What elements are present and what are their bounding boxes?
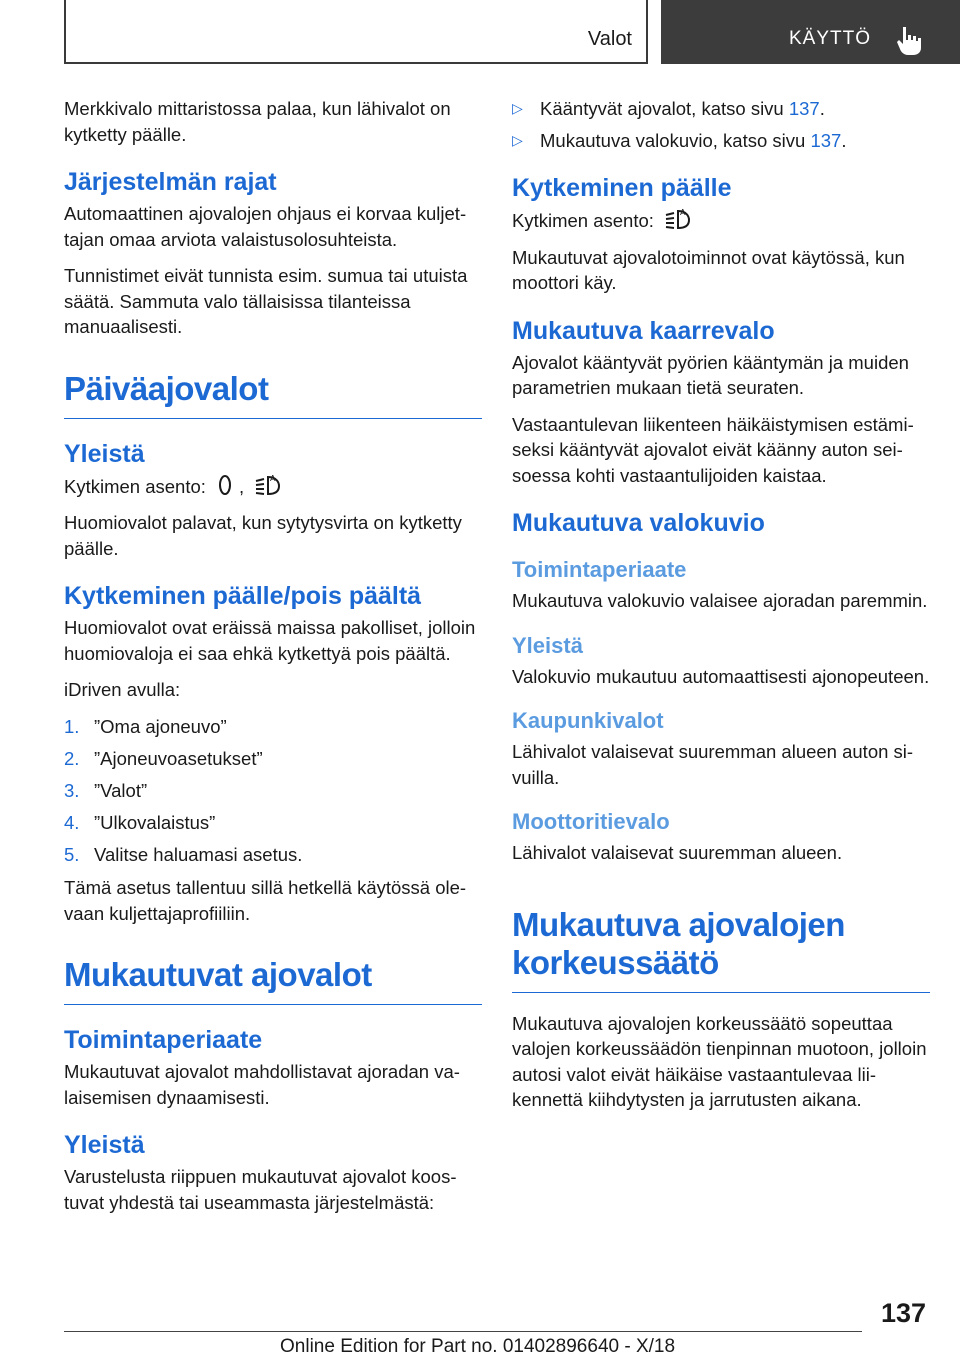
- paragraph-idrive: iDriven avulla:: [64, 679, 181, 700]
- pointing-hand-icon: [894, 24, 924, 56]
- heading-range-control: Mukautuva ajovalojen korkeussäätö: [512, 906, 930, 993]
- heading-cornering-light: Mukautuva kaarrevalo: [512, 316, 775, 345]
- paragraph-profile: Tämä asetus tallentuu sillä hetkellä käytössä olevaan kuljettajaprofiiliin.: [64, 877, 467, 924]
- page-link-137[interactable]: 137: [788, 98, 820, 119]
- step-text: ”Valot”: [94, 779, 148, 801]
- paragraph-switch-position-right: [512, 207, 930, 234]
- list-item: [64, 810, 482, 836]
- footer-edition: Online Edition for Part no. 01402896640 - X/18: [280, 1336, 676, 1357]
- auto-headlight-icon: [663, 207, 693, 231]
- right-column: [512, 96, 930, 1124]
- switch-position-label: Kytkimen asento:: [64, 475, 206, 497]
- heading-general-1: Yleistä: [64, 439, 145, 468]
- paragraph-principle-1: Mukautuvat ajovalot mahdollistavat ajoradan valaisemisen dynaamisesti.: [64, 1061, 460, 1108]
- paragraph-cornering-1: Ajovalot kääntyvät pyörien kääntymän ja muiden parametrien mukaan tietä seuraten.: [512, 351, 909, 398]
- idrive-steps-list: [64, 714, 482, 868]
- heading-principle-1: Toimintaperiaate: [64, 1026, 263, 1055]
- header-chapter-title: KÄYTTÖ: [789, 28, 872, 49]
- page-link-137[interactable]: 137: [810, 129, 842, 151]
- footer-divider: [64, 1331, 862, 1332]
- paragraph-equipment: Varustelusta riippuen mukautuvat ajovalot koostuvat yhdestä tai useammasta järjestelmästä:: [64, 1166, 457, 1213]
- heading-city-light: Kaupunkivalot: [512, 708, 664, 733]
- switch-position-0-icon: [215, 473, 235, 497]
- header-chapter-box: [661, 0, 960, 64]
- paragraph-general-3: Valokuvio mukautuu automaattisesti ajonopeuteen.: [512, 665, 930, 687]
- list-item: [64, 842, 482, 868]
- paragraph-daytime-info: Huomiovalot palavat, kun sytytysvirta on kytketty päälle.: [64, 512, 462, 559]
- header-section-title: Valot: [587, 28, 632, 50]
- svg-text:A: A: [270, 473, 276, 483]
- symbol-separator: ,: [239, 475, 245, 497]
- heading-motorway-light: Moottoritievalo: [512, 809, 670, 834]
- switch-position-label: Kytkimen asento:: [512, 210, 654, 231]
- paragraph-city-light: Lähivalot valaisevat suuremman alueen auton sivuilla.: [512, 741, 914, 788]
- paragraph-motorway-light: Lähivalot valaisevat suuremman alueen.: [512, 842, 843, 863]
- heading-general-3: Yleistä: [512, 632, 583, 658]
- heading-general-2: Yleistä: [64, 1131, 145, 1160]
- paragraph-range-control: Mukautuva ajovalojen korkeussäätö sopeuttaa valojen korkeussäädön tienpinnan muotoon, jolloin autosi valot eivät häikäise vastaantulevaa liikennettä kiihdytysten ja jarrutusten aikana.: [512, 1012, 927, 1110]
- heading-principle-2: Toimintaperiaate: [512, 557, 687, 582]
- step-number: 3.: [64, 779, 80, 801]
- paragraph-limits-1: Automaattinen ajovalojen ohjaus ei korvaa kuljettajan omaa arviota valaistusolosuhteista.: [64, 203, 467, 250]
- step-number: 5.: [64, 843, 80, 865]
- heading-switch-on: Kytkeminen päälle: [512, 174, 732, 202]
- step-text: Valitse haluamasi asetus.: [94, 843, 303, 865]
- page-number: 137: [880, 1298, 926, 1328]
- paragraph-active: Mukautuvat ajovalotoiminnot ovat käytössä, kun moottori käy.: [512, 246, 905, 293]
- reference-text: Kääntyvät ajovalot, katso sivu: [540, 98, 789, 119]
- step-text: ”Oma ajoneuvo”: [94, 715, 227, 737]
- list-item: [64, 778, 482, 804]
- heading-light-pattern: Mukautuva valokuvio: [512, 509, 765, 537]
- step-number: 2.: [64, 747, 80, 769]
- paragraph-cornering-2: Vastaantulevan liikenteen häikäistymisen estämiseksi kääntyvät ajovalot eivät käänny auton seisoessa kohti vastaantulijoiden kaistaa.: [512, 413, 914, 486]
- heading-system-limits: Järjestelmän rajat: [64, 168, 277, 196]
- svg-text:A: A: [680, 208, 686, 217]
- step-text: ”Ajoneuvoasetukset”: [94, 747, 263, 769]
- step-number: 4.: [64, 811, 80, 833]
- left-column: [64, 96, 482, 1226]
- reference-text: Mukautuva valokuvio, katso sivu: [540, 129, 811, 151]
- triangle-bullet-icon: ▷: [512, 131, 523, 148]
- paragraph-principle-2: Mukautuva valokuvio valaisee ajoradan paremmin.: [512, 590, 928, 611]
- paragraph-switch-position: [64, 473, 482, 500]
- reference-list: [512, 96, 930, 153]
- paragraph-limits-2: Tunnistimet eivät tunnista esim. sumua tai utuista säätä. Sammuta valo tällaisissa tilanteissa manuaalisesti.: [64, 265, 468, 337]
- auto-headlight-icon: [253, 473, 283, 497]
- list-item: [64, 746, 482, 772]
- paragraph-mandatory: Huomiovalot ovat eräissä maissa pakolliset, jolloin huomiovaloja ei saa ehkä kytkettyä pois päältä.: [64, 617, 476, 664]
- triangle-bullet-icon: ▷: [512, 100, 523, 116]
- step-text: ”Ulkovalaistus”: [94, 811, 216, 833]
- reference-end: .: [841, 129, 847, 151]
- heading-switch-on-off: Kytkeminen päälle/pois päältä: [64, 582, 422, 610]
- step-number: 1.: [64, 715, 80, 737]
- reference-end: .: [819, 98, 825, 119]
- heading-daytime-lights: Päiväajovalot: [64, 370, 482, 419]
- list-item: [512, 96, 930, 122]
- list-item: [512, 128, 930, 154]
- header-section-box: [64, 0, 648, 64]
- intro-paragraph: Merkkivalo mittaristossa palaa, kun lähivalot on kytketty päälle.: [64, 98, 451, 145]
- list-item: [64, 714, 482, 740]
- heading-adaptive-headlights: Mukautuvat ajovalot: [64, 956, 482, 1005]
